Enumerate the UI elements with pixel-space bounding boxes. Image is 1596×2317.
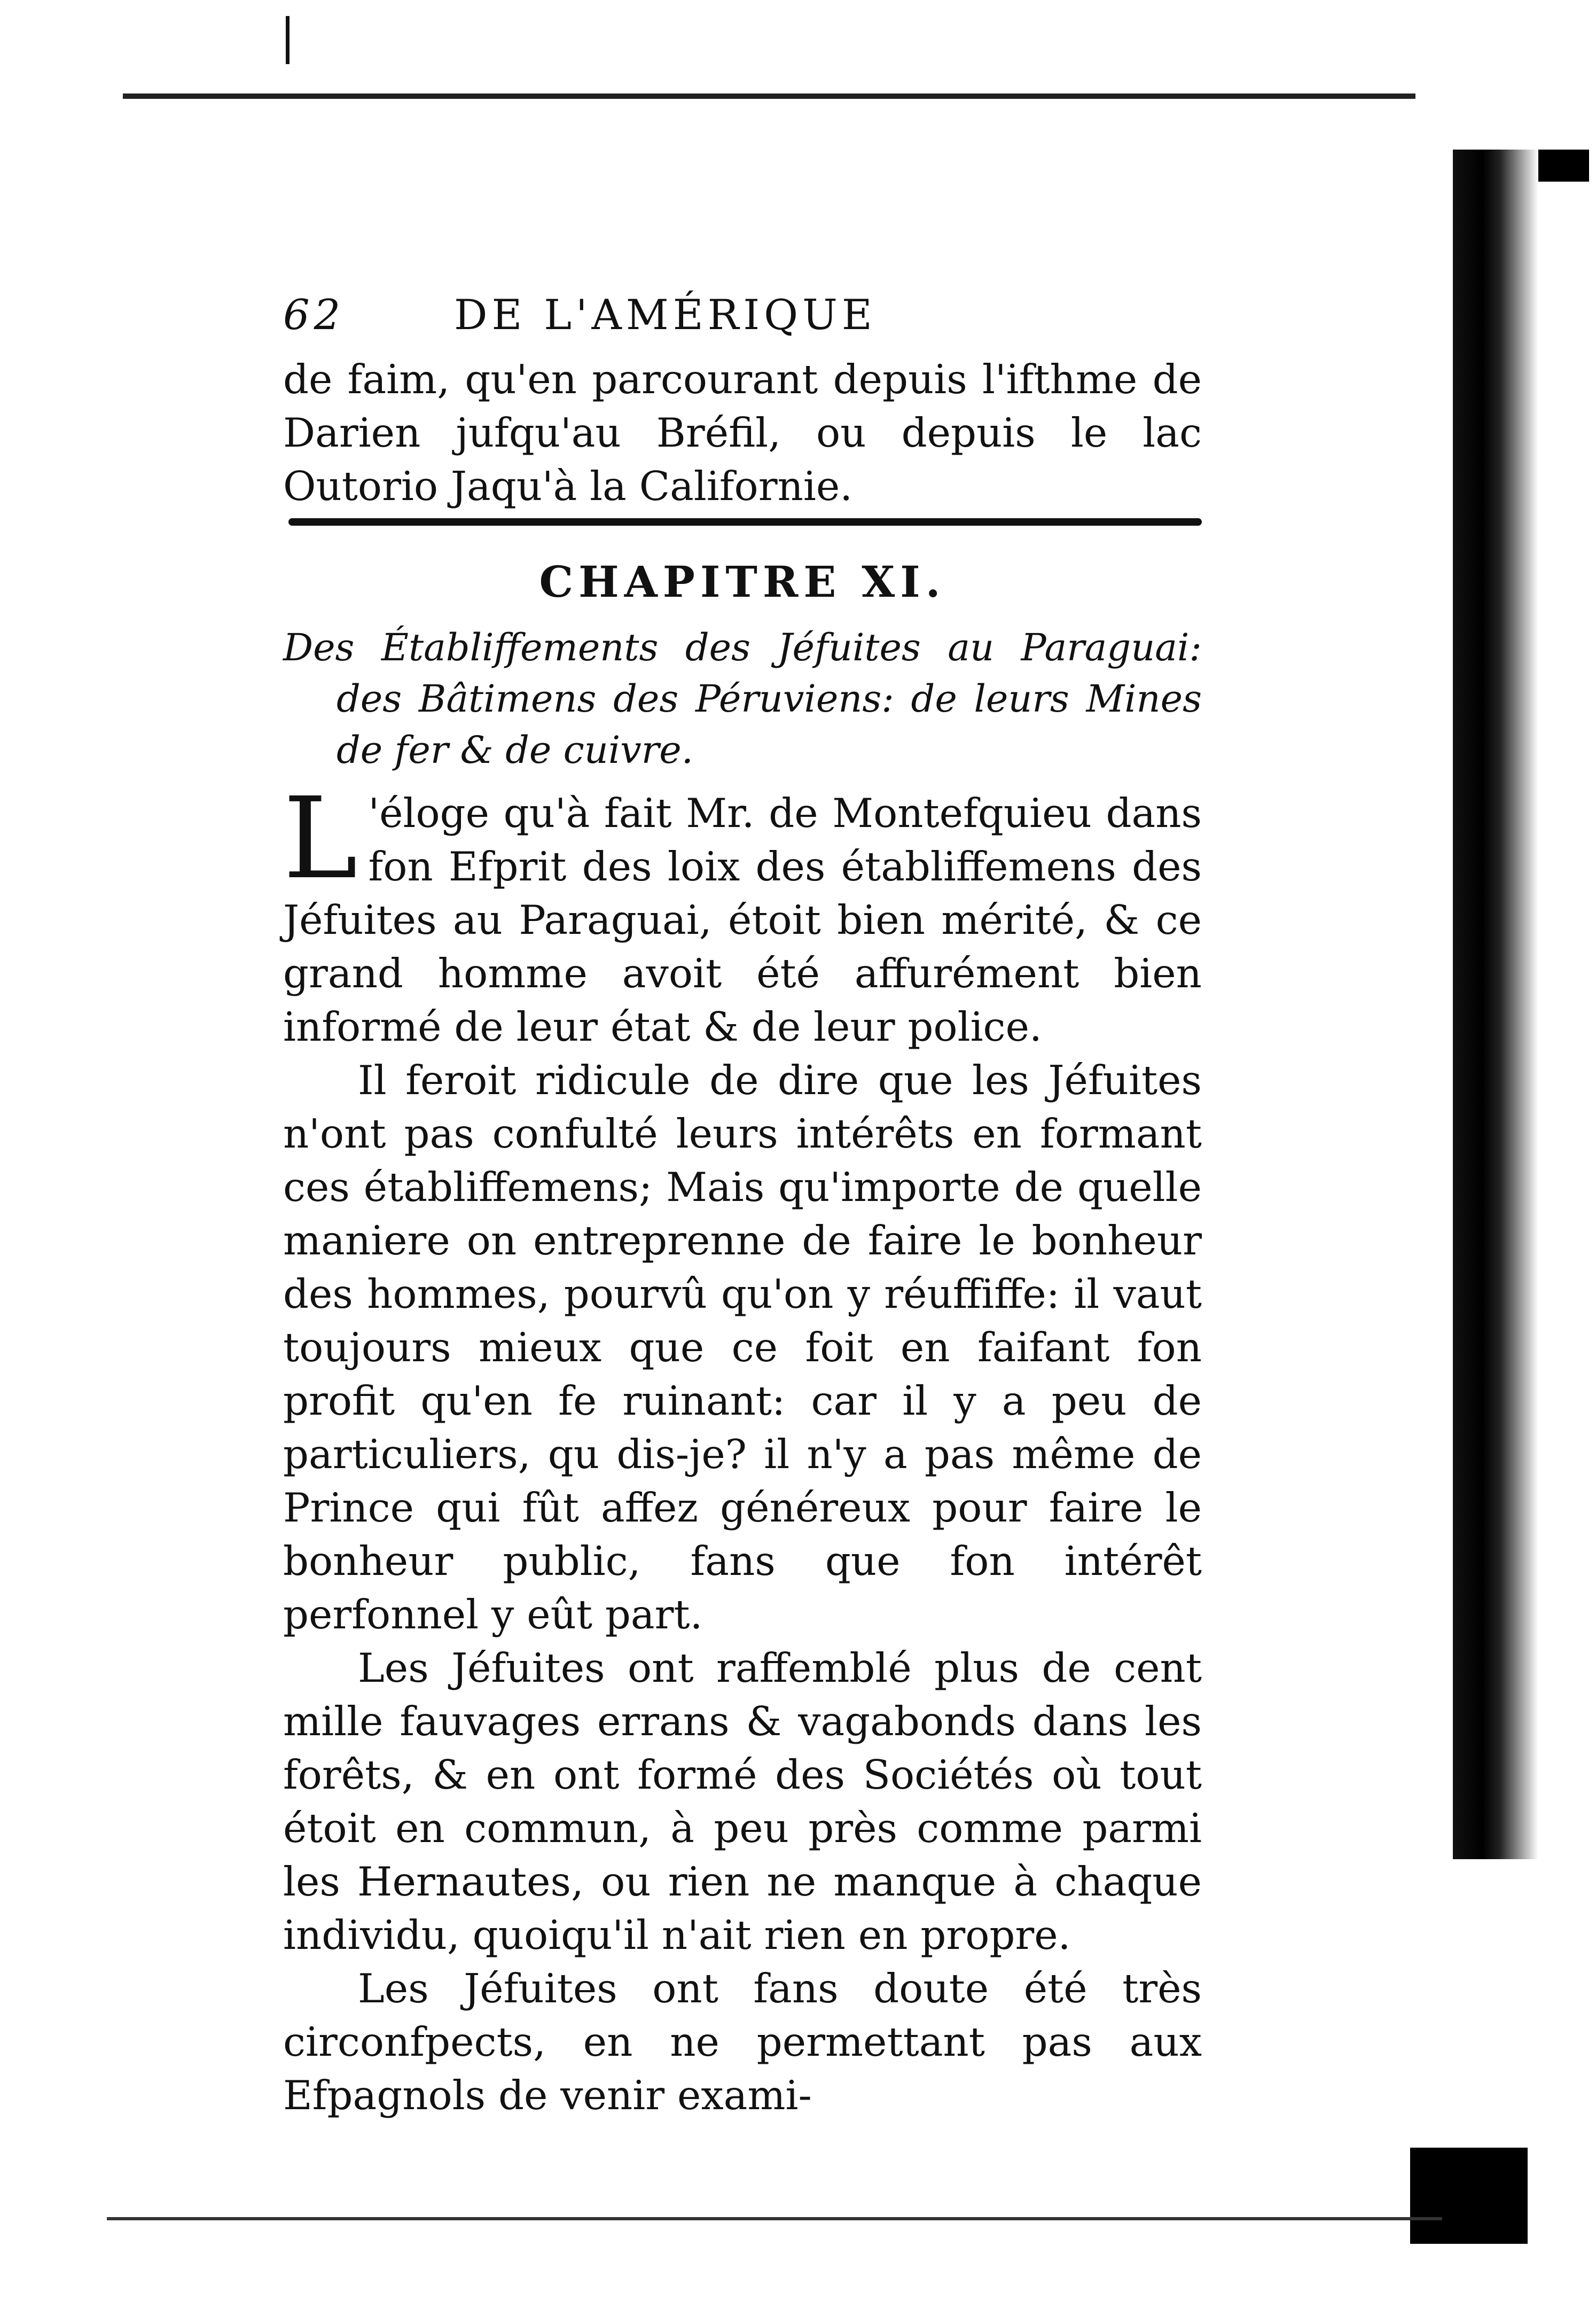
body-paragraph: Les Jéfuites ont fans doute été très circonfpects, en ne permettant pas aux Efpagnols de venir exami-: [283, 1965, 1202, 2119]
scan-right-edge-shadow: [1453, 150, 1538, 1859]
running-head: [283, 288, 1202, 353]
drop-cap: L: [283, 773, 358, 904]
running-title: DE L'AMÉRIQUE: [454, 291, 877, 339]
scan-artifact-tick: [286, 16, 290, 64]
opening-paragraph: [283, 773, 1202, 1054]
scan-right-edge-bottom: [1410, 2148, 1528, 2244]
opening-paragraph-text: 'éloge qu'à fait Mr. de Montefquieu dans fon Efprit des loix des établiffemens des Jéfuites au Paraguai, étoit bien mérité, & ce grand homme avoit été affurément bien informé de leur état & de leur police.: [283, 790, 1202, 1050]
chapter-summary: Des Établiffements des Jéfuites au Paraguai: des Bâtimens des Péruviens: de leurs Mines de fer & de cuivre.: [283, 626, 1202, 772]
scan-frame-bottom-edge: [107, 2217, 1442, 2220]
section-divider-rule: [288, 518, 1202, 526]
page-number: 62: [283, 291, 345, 339]
body-paragraph: Les Jéfuites ont raffemblé plus de cent mille fauvages errans & vagabonds dans les forêts, & en ont formé des Sociétés où tout étoit en commun, à peu près comme parmi les Hernautes, ou rien ne manque à chaque individu, quoiqu'il n'ait rien en propre.: [283, 1644, 1202, 1959]
scan-frame-top-edge: [123, 93, 1415, 99]
continuation-paragraph: de faim, qu'en parcourant depuis l'ifthme de Darien jufqu'au Bréfil, ou depuis le lac Outorio Jaqu'à la Californie.: [283, 356, 1202, 510]
body-paragraph: Il feroit ridicule de dire que les Jéfuites n'ont pas confulté leurs intérêts en formant ces établiffemens; Mais qu'importe de quelle maniere on entreprenne de faire le bonheur des hommes, pourvû qu'on y réuffiffe: il vaut toujours mieux que ce foit en faifant fon profit qu'en fe ruinant: car il y a peu de particuliers, qu dis-je? il n'y a pas même de Prince qui fût affez généreux pour faire le bonheur public, fans que fon intérêt perfonnel y eût part.: [283, 1057, 1202, 1638]
book-page: [283, 288, 1202, 2122]
chapter-title: CHAPITRE XI.: [539, 557, 946, 607]
